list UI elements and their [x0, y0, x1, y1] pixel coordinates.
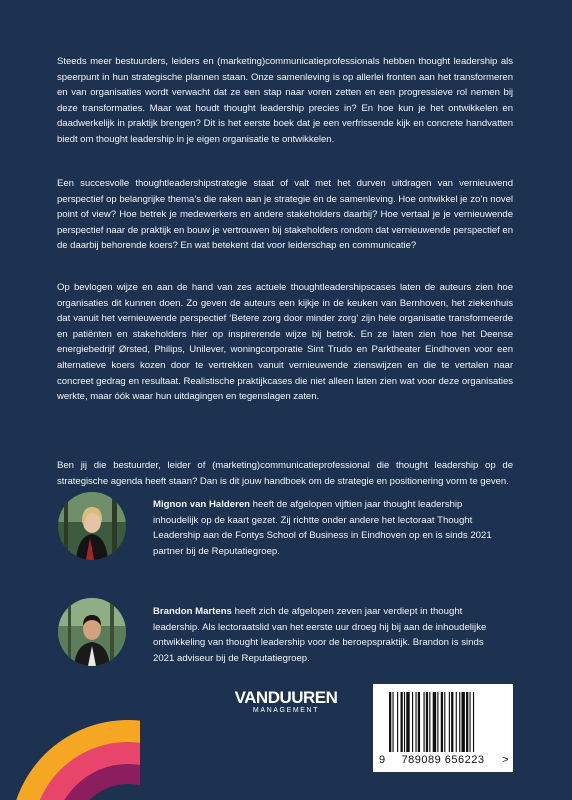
publisher-name: VANDUUREN — [234, 688, 338, 707]
author-name: Brandon Martens — [153, 606, 232, 617]
author-bio-brandon — [153, 604, 503, 666]
decorative-arcs — [0, 670, 140, 800]
author-photo-mignon — [58, 492, 126, 560]
paragraph-call-to-action: Ben jij die bestuurder, leider of (marketing)communicatieprofessional die thought leadership op de strategische agenda heeft staan? Dan is dit jouw handboek om de strategie en positionering vorm te geven. — [57, 460, 513, 487]
author-photo-brandon — [58, 598, 126, 666]
isbn-arrow: > — [502, 754, 509, 766]
isbn-lead-digit: 9 — [379, 754, 386, 766]
author-bio-text: heeft zich de afgelopen zeven jaar verdiept in thought leadership. Als lectoraatslid van het eerste uur droeg hij bij aan de inhoudelijke ontwikkeling van thought leadership voor de beroepspraktijk. Brandon is sinds 2021 adviseur bij de Reputatiegroep. — [153, 606, 487, 664]
paragraph-intro: Steeds meer bestuurders, leiders en (marketing)communicatieprofessionals hebben thought leadership als speerpunt in hun strategische plannen staan. Onze samenleving is op allerlei fronten aan het transformeren en van organisaties wordt verwacht dat ze een stap naar voren zetten en een progressieve rol nemen bij deze transformaties. Maar wat houdt thought leadership precies in? En hoe kun je het ontwikkelen en daadwerkelijk in praktijk brengen? Dit is het eerste boek dat je een verfrissende kijk en concrete handvatten biedt om thought leadership in je eigen organisatie te ontwikkelen. — [57, 56, 513, 145]
isbn-barcode — [373, 684, 513, 772]
publisher-imprint: MANAGEMENT — [252, 707, 320, 714]
isbn-number — [373, 754, 513, 766]
author-bio-text: heeft de afgelopen vijftien jaar thought leadership inhoudelijk op de kaart gezet. Zij richtte onder andere het lectoraat Thought Leadership aan de Fontys School of Business in Eindhoven op en is sinds 2021 partner bij de Reputatiegroep. — [153, 499, 492, 557]
paragraph-cases: Op bevlogen wijze en aan de hand van zes actuele thoughtleadershipscases laten de auteurs zien hoe organisaties dit kunnen doen. Zo geven de auteurs een kijkje in de keuken van Bernhoven, het ziekenhuis dat vanuit het vernieuwende perspectief ‘Betere zorg door minder zorg’ zijn hele organisatie transformeerde en patiënten en stakeholders hier op inspirerende wijze bij betrok. En ze laten zien hoe het Deense energiebedrijf Ørsted, Philips, Unilever, woningcorporatie Sint Trudo en Parktheater Eindhoven voor een alternatieve koers kozen door te vertrekken vanuit vernieuwende zienswijzen en die te vertalen naar concreet gedrag en resultaat. Realistische praktijkcases die niet alleen laten zien wat voor deze organisaties werkte, maar óók waar hun uitdagingen en tegenslagen zaten. — [57, 282, 513, 403]
publisher-logo — [231, 688, 341, 714]
paragraph-strategy: Een succesvolle thoughtleadershipstrategie staat of valt met het durven uitdragen van vernieuwend perspectief op belangrijke thema’s die raken aan je strategie én de samenleving. Hoe ontwikkel je zo’n novel point of view? Hoe betrek je medewerkers en andere stakeholders daarbij? Hoe vertaal je je vernieuwende perspectief naar de praktijk en bouw je vertrouwen bij stakeholders rondom dat vernieuwende perspectief en de daarbij behorende koers? En wat betekent dat voor leiderschap en communicatie? — [57, 178, 513, 252]
author-name: Mignon van Halderen — [153, 499, 251, 510]
author-bio-mignon — [153, 497, 503, 559]
isbn-digits: 789089 656223 — [401, 754, 485, 766]
